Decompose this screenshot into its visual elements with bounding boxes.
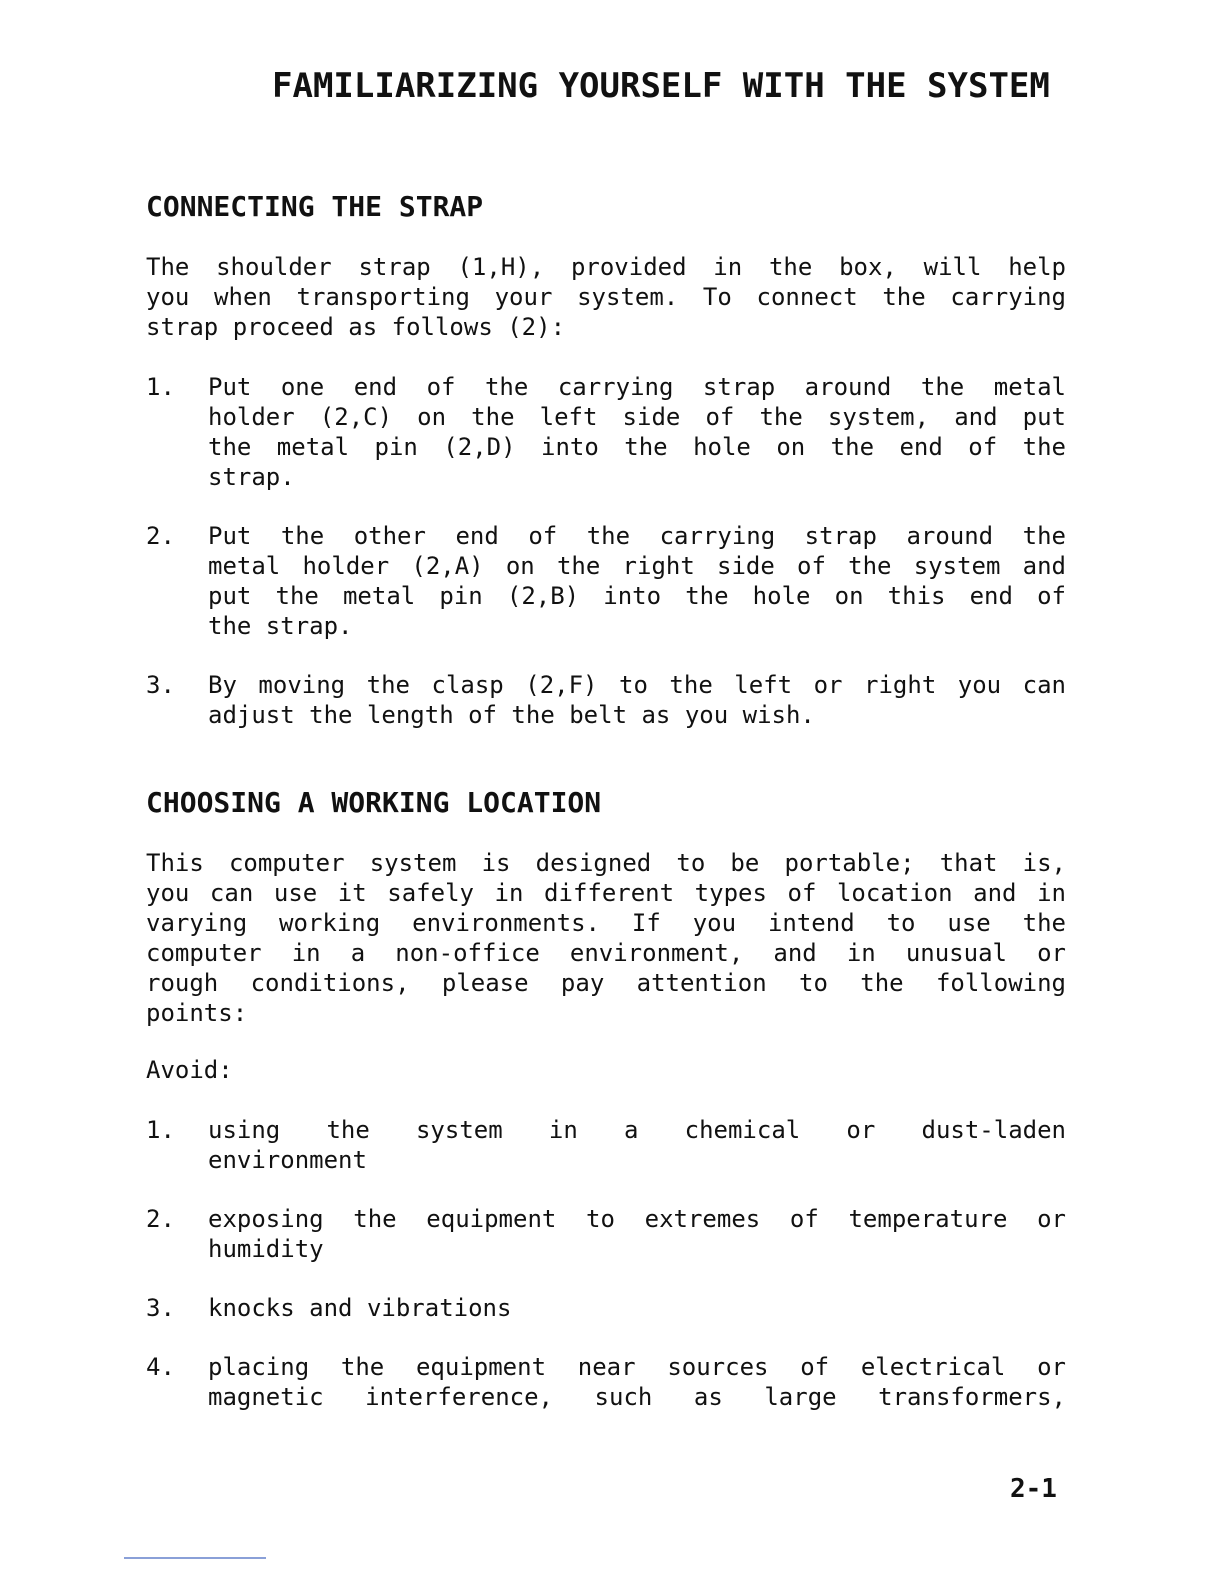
text-line: metal holder (2,A) on the right side of the system and — [208, 552, 1066, 580]
text-line: strap proceed as follows (2): — [146, 313, 566, 341]
text-line: rough conditions, please pay attention to the following — [146, 969, 1066, 997]
step-number: 1. — [146, 373, 175, 401]
page-number: 2-1 — [1010, 1474, 1057, 1504]
text-line: magnetic interference, such as large transformers, — [208, 1383, 1066, 1411]
text-line: strap. — [208, 463, 295, 491]
text-line: exposing the equipment to extremes of temperature or — [208, 1205, 1066, 1233]
text-line: the metal pin (2,D) into the hole on the end of the — [208, 433, 1066, 461]
item-number: 4. — [146, 1353, 175, 1381]
text-line: This computer system is designed to be portable; that is, — [146, 849, 1066, 877]
page-title: FAMILIARIZING YOURSELF WITH THE SYSTEM — [272, 66, 1050, 106]
section-heading-connecting-strap: CONNECTING THE STRAP — [146, 190, 484, 223]
text-line: placing the equipment near sources of electrical or — [208, 1353, 1066, 1381]
step-number: 2. — [146, 522, 175, 550]
text-line: adjust the length of the belt as you wish. — [208, 701, 815, 729]
footer-rule — [124, 1557, 266, 1559]
section-heading-working-location: CHOOSING A WORKING LOCATION — [146, 786, 602, 819]
text-line: environment — [208, 1146, 367, 1174]
text-line: put the metal pin (2,B) into the hole on this end of — [208, 582, 1066, 610]
text-line: you can use it safely in different types of location and in — [146, 879, 1066, 907]
text-line: points: — [146, 999, 248, 1027]
text-line: Put one end of the carrying strap around the metal — [208, 373, 1066, 401]
location-intro-paragraph — [146, 848, 1066, 1028]
text-line: knocks and vibrations — [208, 1294, 512, 1322]
text-line: varying working environments. If you intend to use the — [146, 909, 1066, 937]
step-number: 3. — [146, 671, 175, 699]
strap-intro-paragraph — [146, 252, 1066, 342]
text-line: the strap. — [208, 612, 353, 640]
text-line: Put the other end of the carrying strap around the — [208, 522, 1066, 550]
item-number: 1. — [146, 1116, 175, 1144]
text-line: By moving the clasp (2,F) to the left or right you can — [208, 671, 1066, 699]
text-line: you when transporting your system. To connect the carrying — [146, 283, 1066, 311]
text-line: humidity — [208, 1235, 324, 1263]
item-number: 2. — [146, 1205, 175, 1233]
text-line: computer in a non-office environment, and in unusual or — [146, 939, 1066, 967]
text-line: The shoulder strap (1,H), provided in the box, will help — [146, 253, 1066, 281]
avoid-label: Avoid: — [146, 1056, 233, 1084]
text-line: using the system in a chemical or dust-laden — [208, 1116, 1066, 1144]
text-line: holder (2,C) on the left side of the system, and put — [208, 403, 1066, 431]
item-number: 3. — [146, 1294, 175, 1322]
